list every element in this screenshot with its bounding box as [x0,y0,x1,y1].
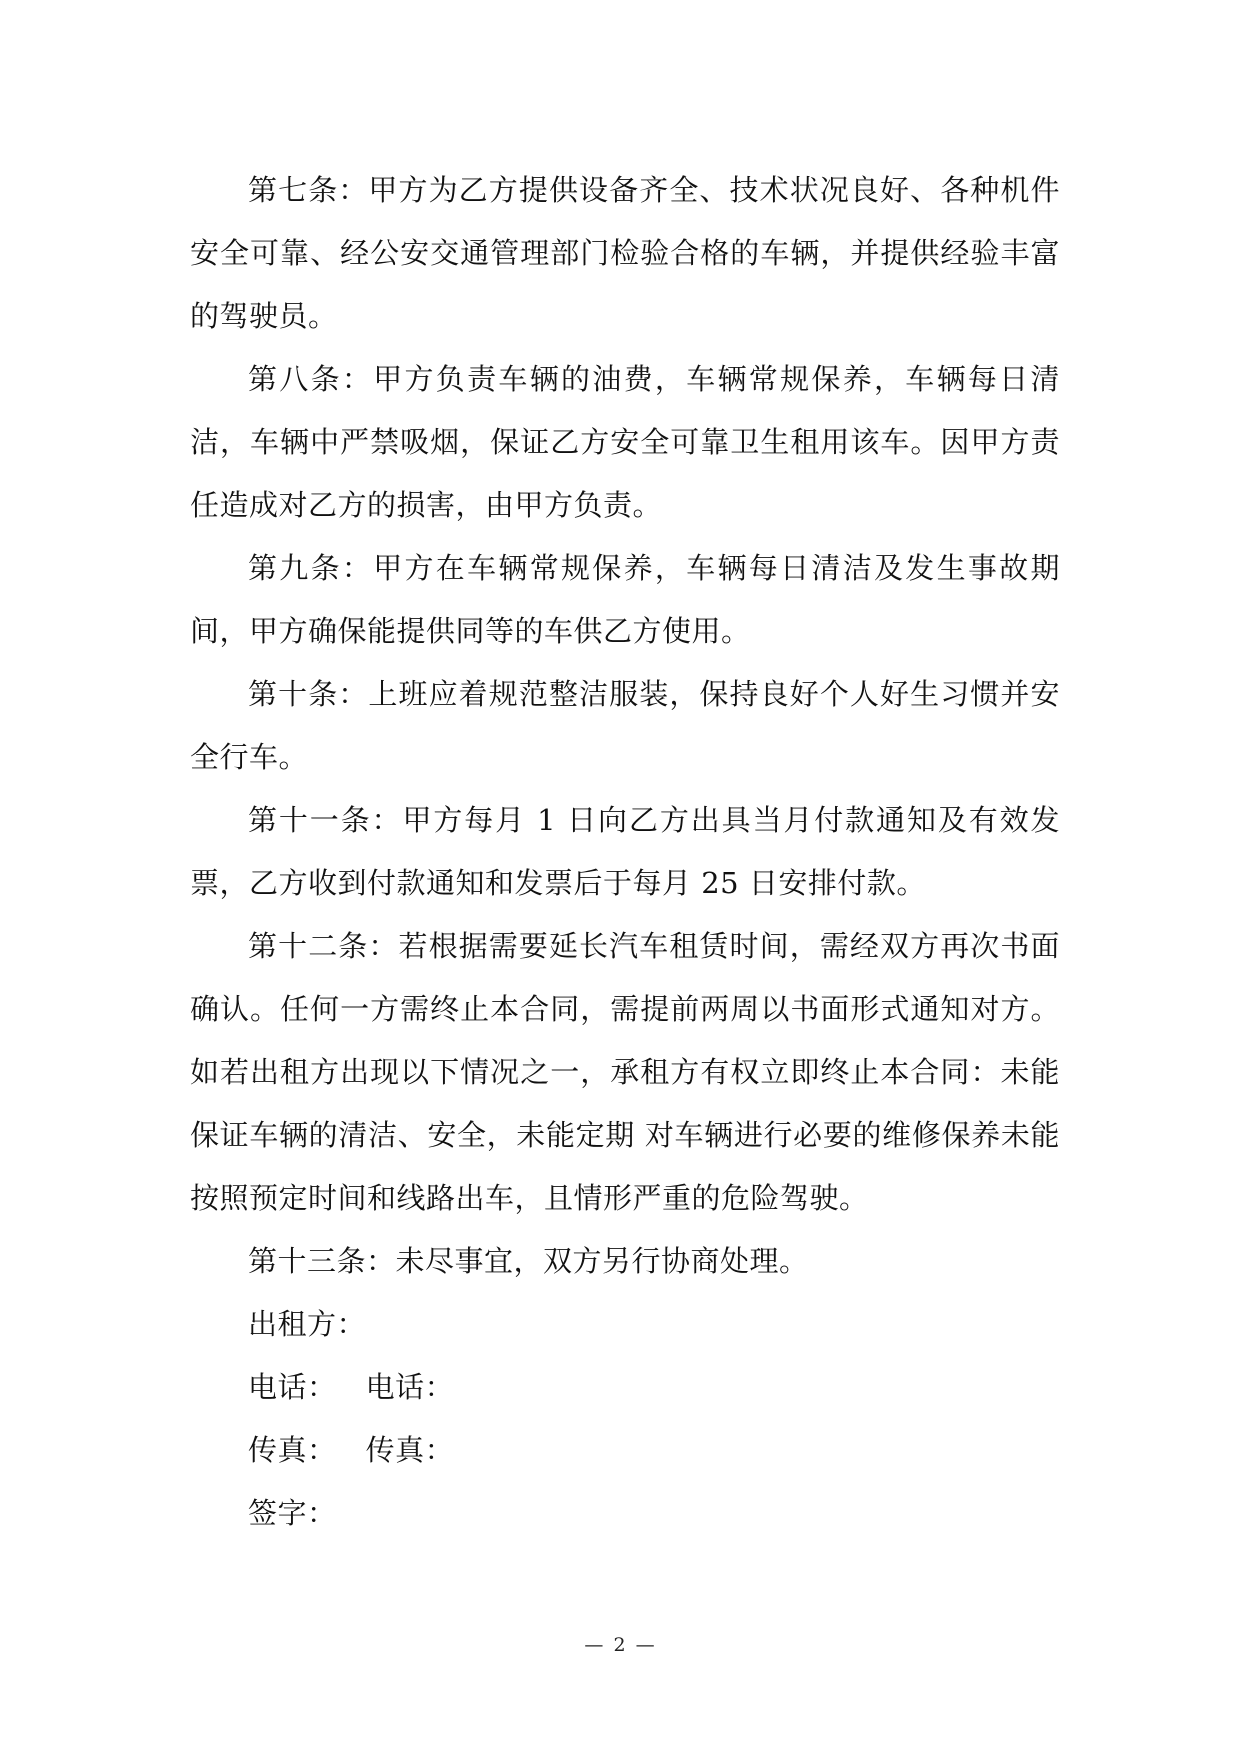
clause-10: 第十条：上班应着规范整洁服装，保持良好个人好生习惯并安全行车。 [190,677,1060,774]
signature-label: 签字： [248,1496,337,1530]
clause-13: 第十三条：未尽事宜，双方另行协商处理。 [248,1244,809,1278]
clause-11: 第十一条：甲方每月 1 日向乙方出具当月付款通知及有效发票，乙方收到付款通知和发票后于每月 25 日安排付款。 [190,803,1060,900]
phone-labels: 电话： 电话： [248,1370,455,1404]
clause-9: 第九条：甲方在车辆常规保养，车辆每日清洁及发生事故期间，甲方确保能提供同等的车供乙方使用。 [190,551,1060,648]
clause-7: 第七条：甲方为乙方提供设备齐全、技术状况良好、各种机件安全可靠、经公安交通管理部门检验合格的车辆，并提供经验丰富的驾驶员。 [190,173,1060,333]
fax-labels: 传真： 传真： [248,1433,455,1467]
lessor-label: 出租方： [248,1307,367,1341]
page-number: — 2 — [584,1634,657,1656]
clause-8: 第八条：甲方负责车辆的油费，车辆常规保养，车辆每日清洁，车辆中严禁吸烟，保证乙方安全可靠卫生租用该车。因甲方责任造成对乙方的损害，由甲方负责。 [190,362,1060,522]
contract-body [190,159,1060,1545]
clause-12: 第十二条：若根据需要延长汽车租赁时间，需经双方再次书面确认。任何一方需终止本合同，需提前两周以书面形式通知对方。如若出租方出现以下情况之一，承租方有权立即终止本合同：未能保证车辆的清洁、安全，未能定期 对车辆进行必要的维修保养未能按照预定时间和线路出车，且情形严重的危险驾驶。 [190,929,1060,1215]
